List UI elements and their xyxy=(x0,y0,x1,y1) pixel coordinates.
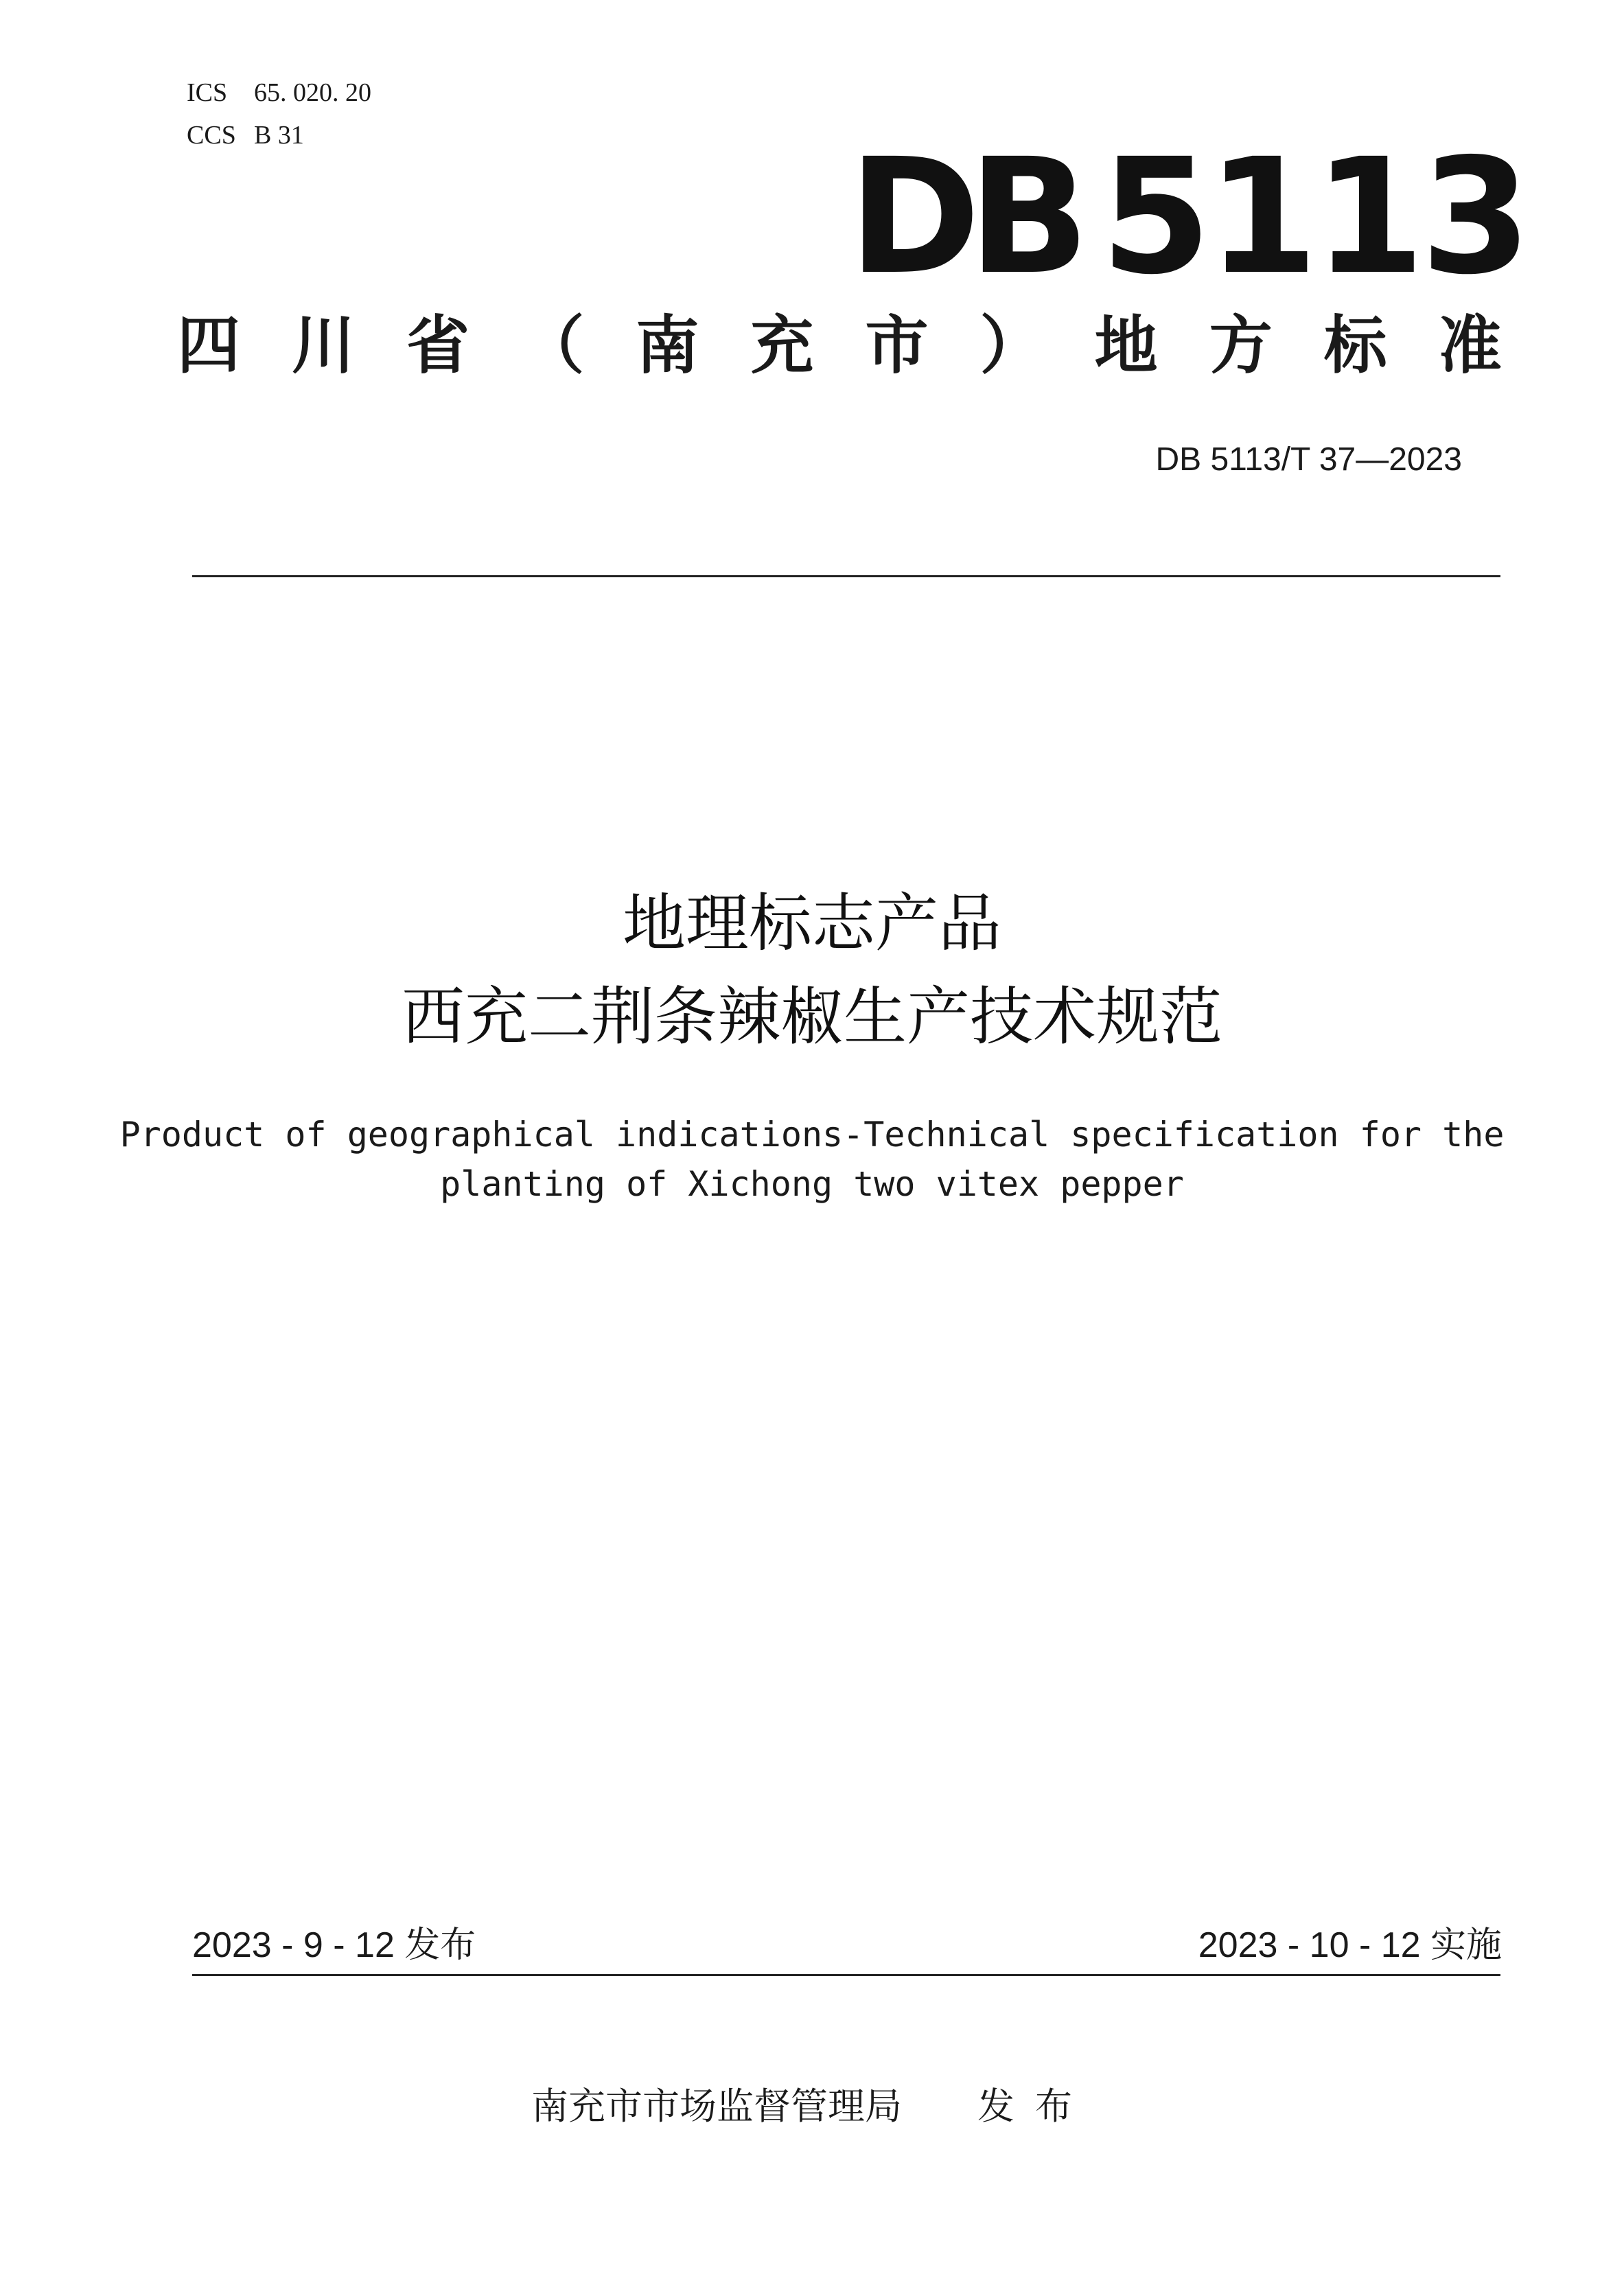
effective-date: 2023 - 10 - 12 实施 xyxy=(1198,1925,1502,1965)
db-logo-prefix: DB xyxy=(848,124,1078,310)
authority-title-char: 方 xyxy=(1209,309,1273,382)
ics-code xyxy=(187,80,371,106)
authority-title-char: 川 xyxy=(292,309,356,382)
authority-title-char: 市 xyxy=(865,309,929,382)
title-cn-line2: 西充二荆条辣椒生产技术规范 xyxy=(401,980,1222,1054)
db-logo xyxy=(848,124,1528,310)
ccs-value: B 31 xyxy=(254,121,304,150)
authority-title-char: 充 xyxy=(750,309,814,382)
authority-title-char: 四 xyxy=(177,309,241,382)
issue-date: 2023 - 9 - 12 发布 xyxy=(192,1925,476,1965)
header-divider xyxy=(192,575,1500,577)
db-logo-code: 5113 xyxy=(1100,124,1528,310)
authority-title-char: 地 xyxy=(1094,309,1158,382)
authority-title-char: （ xyxy=(521,309,585,382)
publisher-organization: 南充市市场监督管理局 xyxy=(531,2085,902,2128)
title-cn-line1: 地理标志产品 xyxy=(622,887,1001,960)
authority-title-char: 省 xyxy=(406,309,470,382)
ics-label: ICS xyxy=(187,78,228,107)
authority-title-char: ） xyxy=(979,309,1043,382)
footer-divider xyxy=(192,1974,1500,1976)
authority-title-char: 标 xyxy=(1323,309,1387,382)
ccs-label: CCS xyxy=(187,121,236,150)
title-en-line1: Product of geographical indications-Technical specification for the xyxy=(119,1115,1505,1155)
authority-title-char: 南 xyxy=(636,309,699,382)
authority-title-char: 准 xyxy=(1438,309,1502,382)
publisher-action: 发布 xyxy=(977,2085,1093,2128)
ics-value: 65. 020. 20 xyxy=(254,78,371,107)
publisher-line xyxy=(0,2085,1624,2128)
authority-title xyxy=(177,309,1502,382)
title-en-line2: planting of Xichong two vitex pepper xyxy=(440,1164,1184,1204)
standard-number: DB 5113/T 37—2023 xyxy=(1155,441,1462,478)
ccs-code xyxy=(187,122,304,148)
